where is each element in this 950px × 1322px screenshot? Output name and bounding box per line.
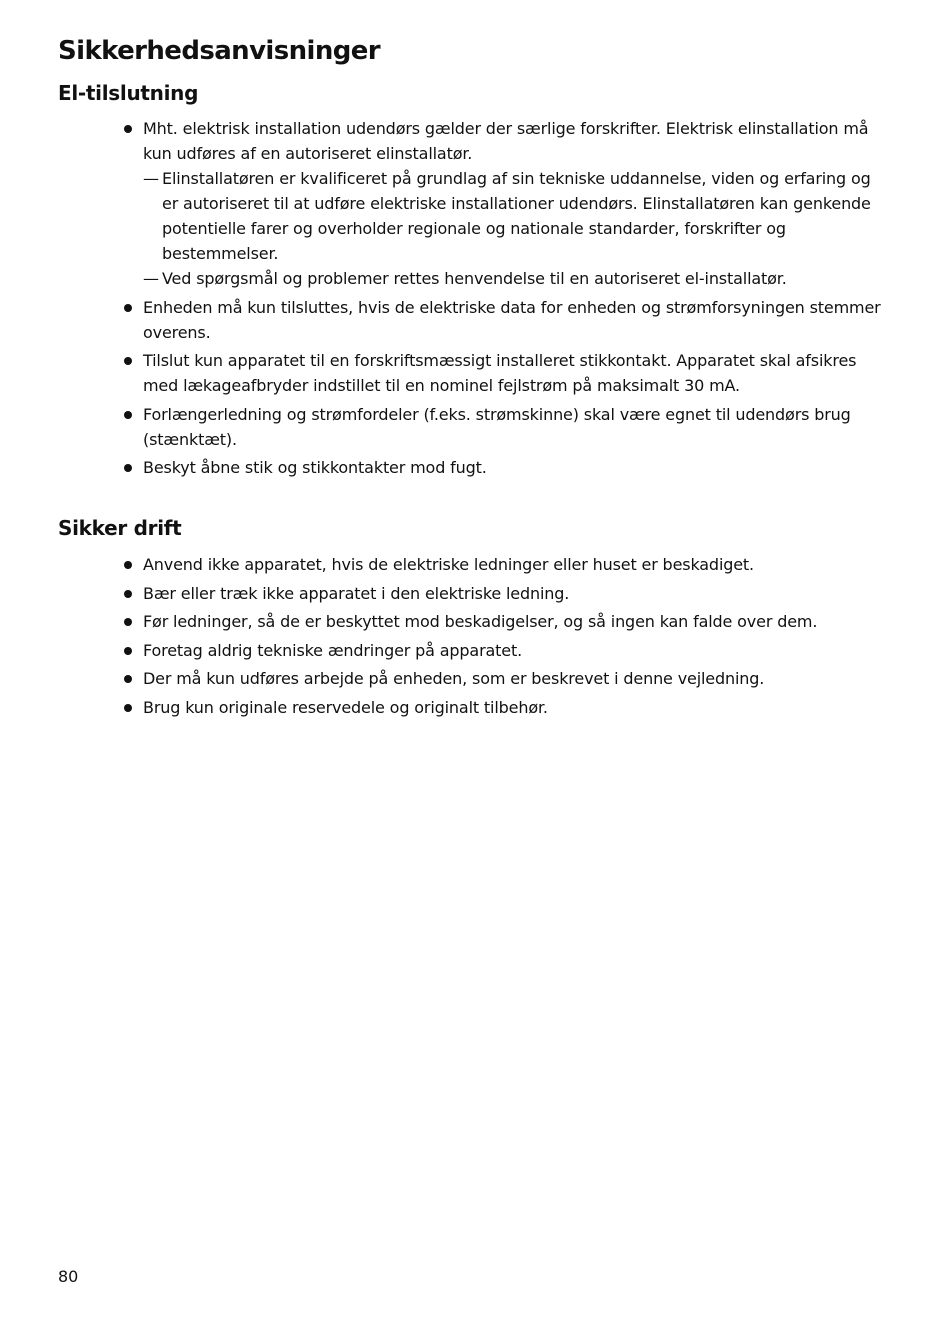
el-tilslutning-list xyxy=(122,116,882,484)
list-item: Beskyt åbne stik og stikkontakter mod fugt. xyxy=(122,455,882,480)
list-item: Før ledninger, så de er beskyttet mod beskadigelser, og så ingen kan falde over dem. xyxy=(122,609,882,634)
page-number: 80 xyxy=(58,1267,79,1286)
list-item: Der må kun udføres arbejde på enheden, som er beskrevet i denne vejledning. xyxy=(122,666,882,691)
list-item xyxy=(122,116,882,291)
list-item: Bær eller træk ikke apparatet i den elektriske ledning. xyxy=(122,581,882,606)
list-item: Foretag aldrig tekniske ændringer på apparatet. xyxy=(122,638,882,663)
section-heading-el-tilslutning: El-tilslutning xyxy=(58,81,199,105)
list-item: Brug kun originale reservedele og originalt tilbehør. xyxy=(122,695,882,720)
list-item-text: Mht. elektrisk installation udendørs gælder der særlige forskrifter. Elektrisk elinstallation må kun udføres af en autoriseret elinstallatør. xyxy=(143,119,869,163)
list-item: Tilslut kun apparatet til en forskriftsmæssigt installeret stikkontakt. Apparatet skal afsikres med lækageafbryder indstillet til en nominel fejlstrøm på maksimalt 30 mA. xyxy=(122,348,882,398)
list-item: Forlængerledning og strømfordeler (f.eks. strømskinne) skal være egnet til udendørs brug (stænktæt). xyxy=(122,402,882,452)
sub-list-item: — Ved spørgsmål og problemer rettes henvendelse til en autoriseret el-installatør. xyxy=(143,266,882,291)
list-item: Anvend ikke apparatet, hvis de elektriske ledninger eller huset er beskadiget. xyxy=(122,552,882,577)
section-heading-sikker-drift: Sikker drift xyxy=(58,516,182,540)
sub-list-item: — Elinstallatøren er kvalificeret på grundlag af sin tekniske uddannelse, viden og erfaring og er autoriseret til at udføre elektriske installationer udendørs. Elinstallatøren kan genkende potentielle farer og overholder regionale og nationale standarder, forskrifter og bestemmelser. xyxy=(143,166,882,266)
list-item: Enheden må kun tilsluttes, hvis de elektriske data for enheden og strømforsyningen stemmer overens. xyxy=(122,295,882,345)
sub-list xyxy=(143,166,882,291)
page-title: Sikkerhedsanvisninger xyxy=(58,36,380,66)
sikker-drift-list xyxy=(122,552,882,723)
